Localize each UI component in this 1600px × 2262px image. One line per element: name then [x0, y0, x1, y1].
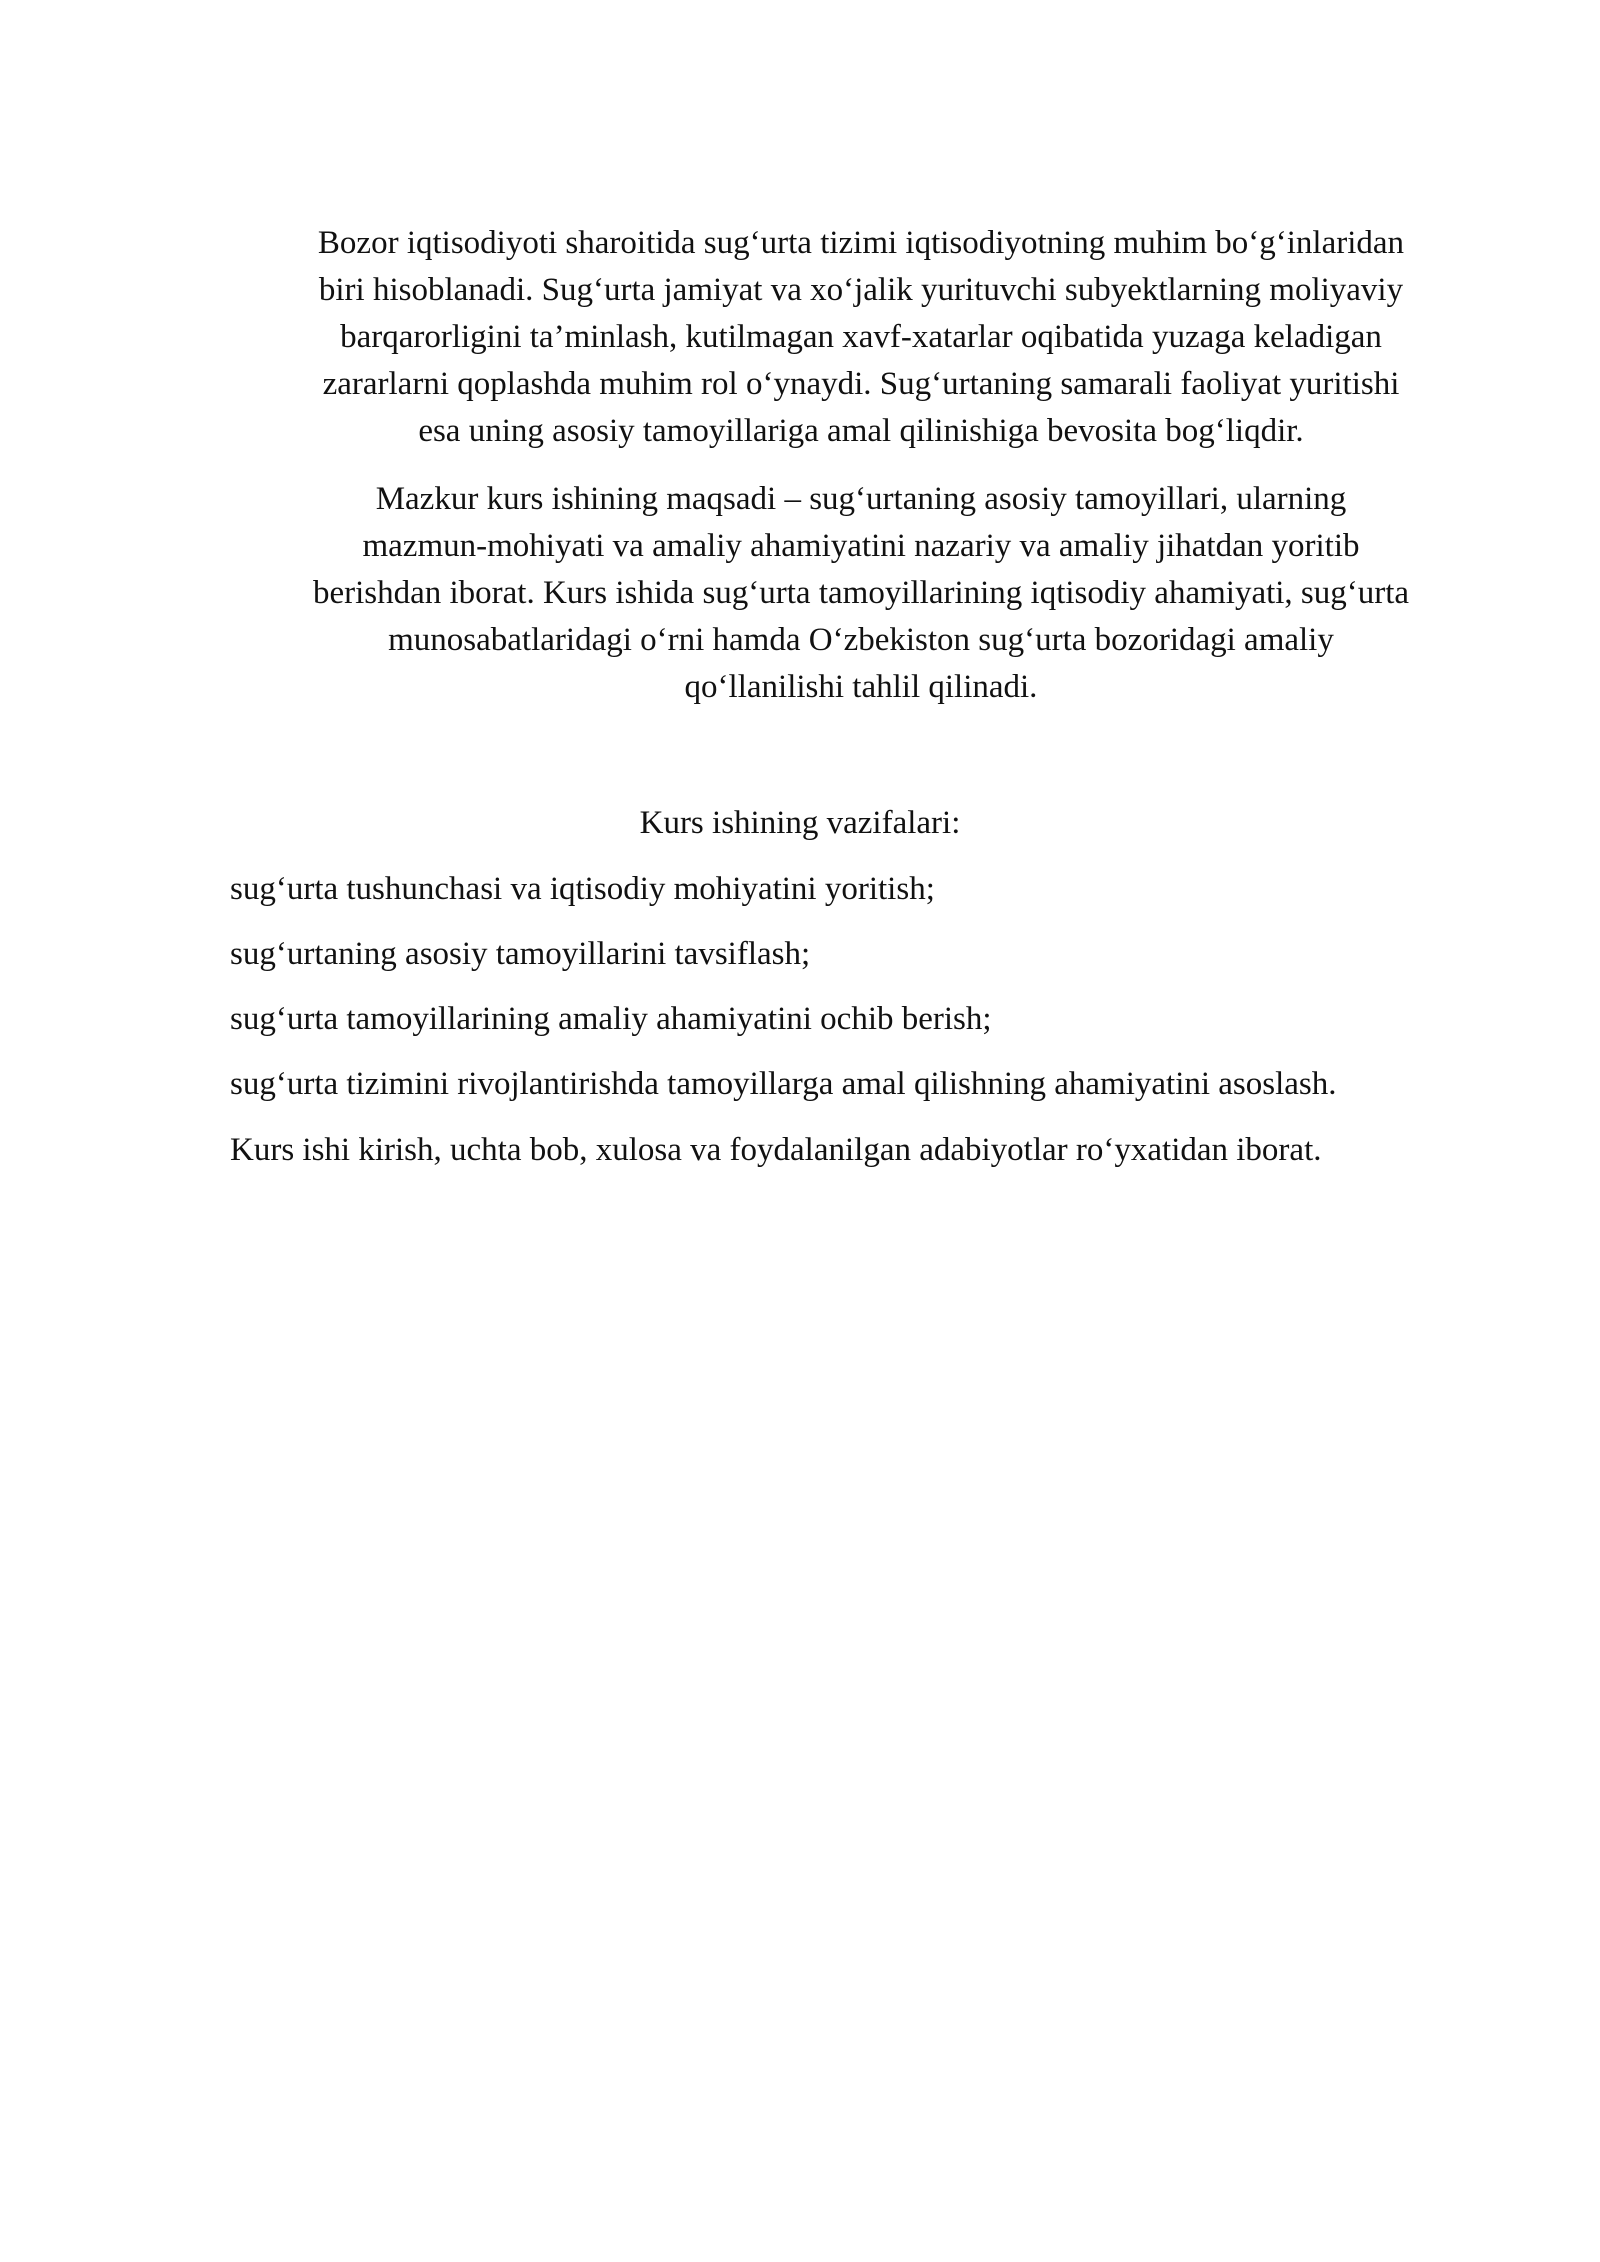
task-item: sug‘urta tamoyillarining amaliy ahamiyatini ochib berish;: [230, 1001, 992, 1037]
tasks-list: [230, 866, 1337, 1126]
task-item: sug‘urta tushunchasi va iqtisodiy mohiyatini yoritish;: [230, 871, 935, 907]
intro-paragraph: Bozor iqtisodiyoti sharoitida sug‘urta tizimi iqtisodiyotning muhim bo‘g‘inlaridan biri hisoblanadi. Sug‘urta jamiyat va xo‘jalik yurituvchi subyektlarning moliyaviy barqarorligini ta’minlash, kutilmagan xavf-xatarlar oqibatida yuzaga keladigan zararlarni qoplashda muhim rol o‘ynaydi. Sug‘urtaning samarali faoliyat yuritishi esa uning asosiy tamoyillariga amal qilinishiga bevosita bog‘liqdir.: [317, 225, 1405, 449]
structure-sentence: Kurs ishi kirish, uchta bob, xulosa va foydalanilgan adabiyotlar ro‘yxatidan iborat.: [230, 1132, 1322, 1168]
task-item: sug‘urtaning asosiy tamoyillarini tavsiflash;: [230, 936, 811, 972]
tasks-heading: Kurs ishining vazifalari:: [639, 805, 961, 841]
purpose-paragraph: Mazkur kurs ishining maqsadi – sug‘urtaning asosiy tamoyillari, ularning mazmun-mohiyati va amaliy ahamiyatini nazariy va amaliy jihatdan yoritib berishdan iborat. Kurs ishida sug‘urta tamoyillarining iqtisodiy ahamiyati, sug‘urta munosabatlaridagi o‘rni hamda O‘zbekiston sug‘urta bozoridagi amaliy qo‘llanilishi tahlil qilinadi.: [312, 481, 1410, 705]
task-item: sug‘urta tizimini rivojlantirishda tamoyillarga amal qilishning ahamiyatini asoslash.: [230, 1066, 1337, 1102]
